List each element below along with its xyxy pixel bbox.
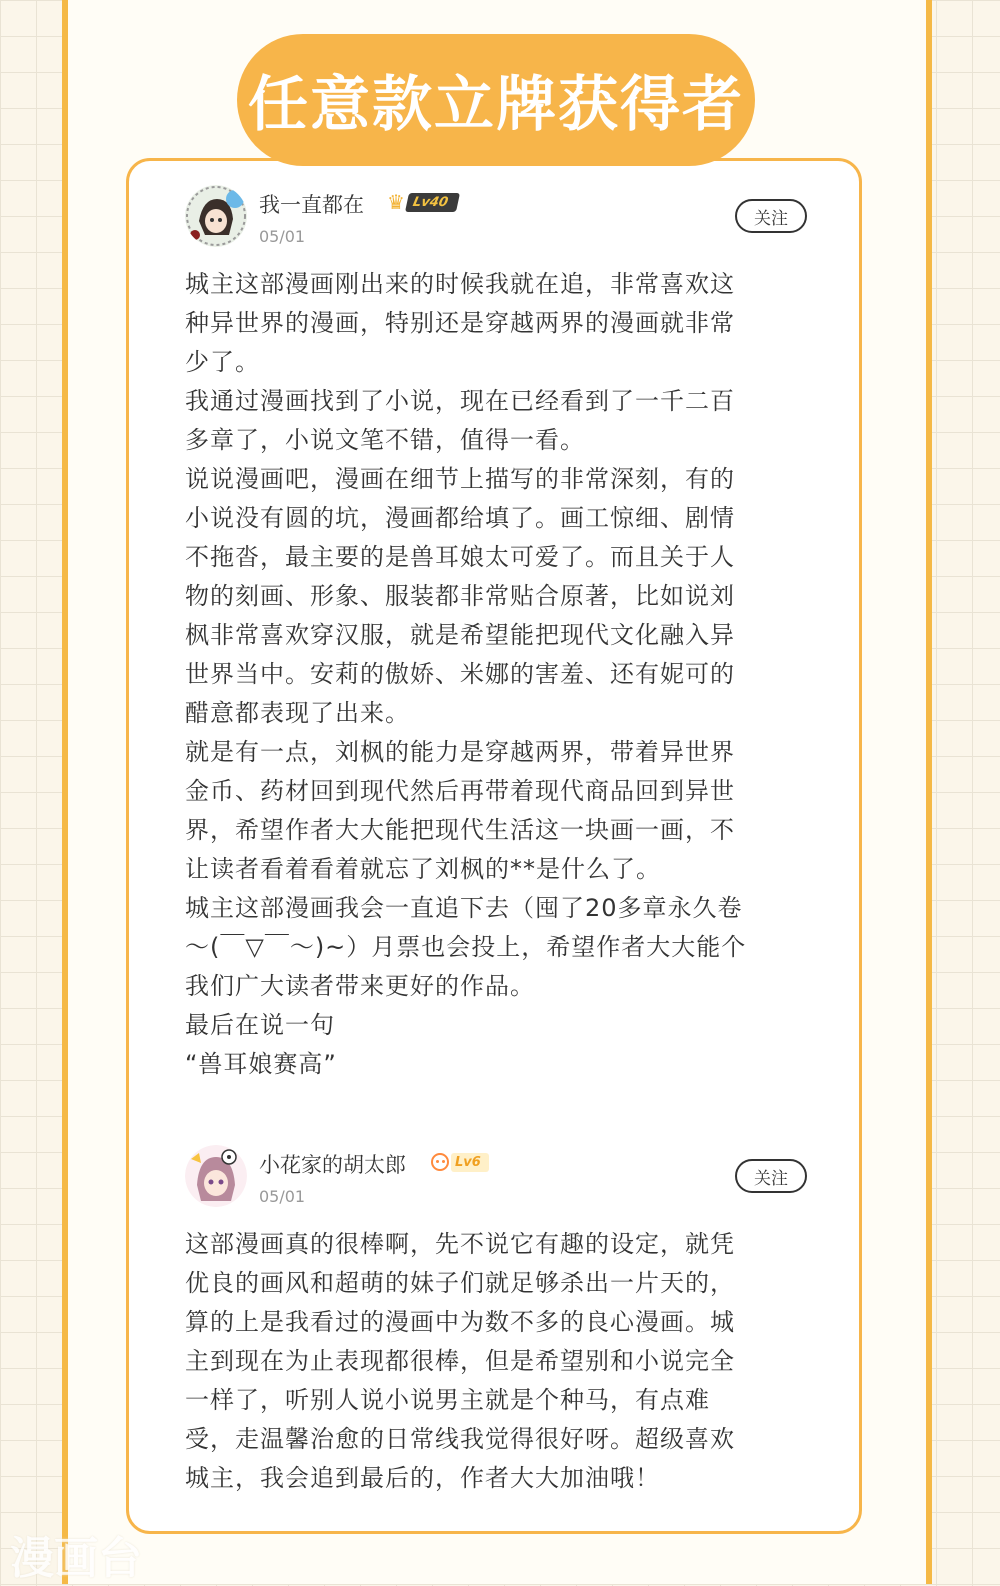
smiley-icon: [431, 1153, 449, 1171]
avatar[interactable]: [185, 1145, 247, 1207]
post-date: 05/01: [259, 227, 306, 246]
review-text: 这部漫画真的很棒啊，先不说它有趣的设定，就凭 优良的画风和超萌的妹子们就足够杀出一片天的， 算的上是我看过的漫画中为数不多的良心漫画。城 主到现在为止表现都很棒，但是希望别和小说完全 一样了，听别人说小说男主就是个种马，有点难 受，走温馨治愈的日常线我觉得很好呀。超级喜欢 城主，我会追到最后的，作者大大加油哦！: [185, 1230, 735, 1492]
avatar-image-icon: [185, 185, 247, 247]
level-badge: [387, 191, 458, 213]
level-badge: [431, 1151, 489, 1173]
avatar-image-icon: [185, 1145, 247, 1207]
follow-button[interactable]: 关注: [735, 199, 807, 233]
page-title: 任意款立牌获得者: [248, 70, 744, 140]
level-label: Lv6: [451, 1153, 489, 1172]
follow-button[interactable]: 关注: [735, 1159, 807, 1193]
username[interactable]: 我一直都在: [259, 193, 364, 217]
avatar[interactable]: [185, 185, 247, 247]
reviews-card: [126, 158, 862, 1534]
crown-icon: ♛: [387, 190, 405, 214]
right-border-strip: [926, 0, 932, 1584]
review-text: 城主这部漫画刚出来的时候我就在追，非常喜欢这 种异世界的漫画，特别还是穿越两界的漫画就非常 少了。 我通过漫画找到了小说，现在已经看到了一千二百 多章了，小说文笔不错，值得一看。 说说漫画吧，漫画在细节上描写的非常深刻，有的 小说没有圆的坑，漫画都给填了。画工惊细、剧情 不拖沓，最主要的是兽耳娘太可爱了。而且关于人 物的刻画、形象、服装都非常贴合原著，比如说刘 枫非常喜欢穿汉服，就是希望能把现代文化融入异 世界当中。安莉的傲娇、米娜的害羞、还有妮可的 醋意都表现了出来。 就是有一点，刘枫的能力是穿越两界，带着异世界 金币、药材回到现代然后再带着现代商品回到异世 界，希望作者大大能把现代生活这一块画一画，不 让读者看着看着就忘了刘枫的**是什么了。 城主这部漫画我会一直追下去（囤了20多章永久卷 ～(￣▽￣～)~）月票也会投上，希望作者大大能个 我们广大读者带来更好的作品。 最后在说一句 “兽耳娘赛高”: [185, 270, 747, 1078]
level-label: Lv40: [405, 193, 460, 212]
watermark-logo: 漫画台: [10, 1533, 142, 1584]
post-date: 05/01: [259, 1187, 306, 1206]
username[interactable]: 小花家的胡太郎: [259, 1153, 406, 1177]
title-banner: [237, 34, 755, 166]
